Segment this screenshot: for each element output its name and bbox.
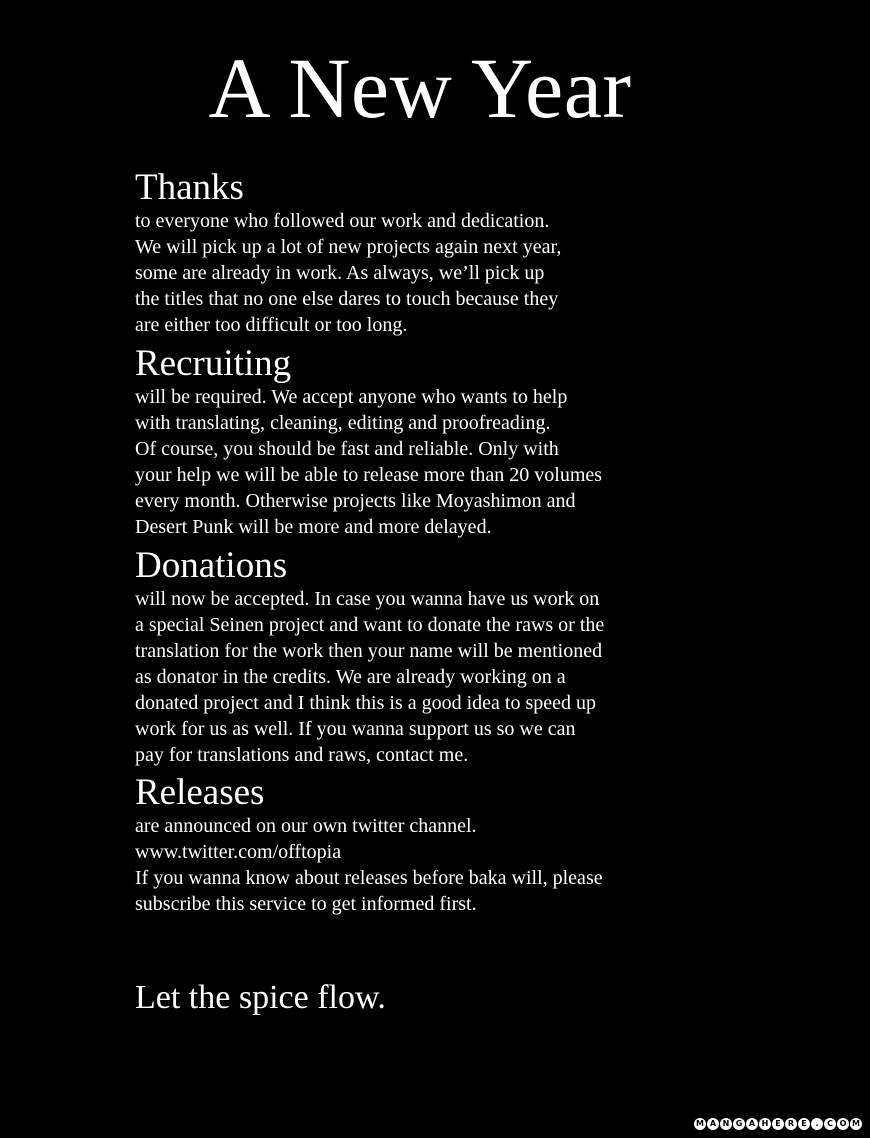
watermark-letter: N [720, 1118, 732, 1130]
watermark-letter: A [746, 1118, 758, 1130]
watermark-letter: M [694, 1118, 706, 1130]
section-donations [135, 546, 675, 768]
section-line: Of course, you should be fast and reliable. Only with [135, 438, 559, 460]
watermark-letter: A [707, 1118, 719, 1130]
section-line: donated project and I think this is a good idea to speed up [135, 692, 597, 714]
section-line: your help we will be able to release more than 20 volumes [135, 464, 603, 486]
watermark-letter: O [837, 1118, 849, 1130]
section-line: every month. Otherwise projects like Moyashimon and [135, 490, 576, 512]
section-line: will now be accepted. In case you wanna have us work on [135, 588, 600, 610]
section-line: We will pick up a lot of new projects again next year, [135, 236, 562, 258]
section-heading: Releases [135, 772, 265, 813]
section-line: are announced on our own twitter channel. [135, 815, 477, 837]
watermark-logo [694, 1118, 862, 1130]
section-line: to everyone who followed our work and dedication. [135, 210, 550, 232]
watermark-letter: R [785, 1118, 797, 1130]
section-heading: Donations [135, 545, 288, 586]
watermark-letter: E [772, 1118, 784, 1130]
watermark-letter: E [798, 1118, 810, 1130]
section-line: subscribe this service to get informed first. [135, 893, 477, 915]
watermark-letter: G [733, 1118, 745, 1130]
twitter-link: www.twitter.com/offtopia [135, 841, 342, 863]
section-line: If you wanna know about releases before baka will, please [135, 867, 603, 889]
section-line: translation for the work then your name will be mentioned [135, 640, 603, 662]
section-line: a special Seinen project and want to donate the raws or the [135, 614, 605, 636]
section-releases [135, 773, 675, 917]
section-line: pay for translations and raws, contact me. [135, 744, 469, 766]
watermark-letter: H [759, 1118, 771, 1130]
closing-line: Let the spice flow. [135, 979, 386, 1016]
section-line: will be required. We accept anyone who wants to help [135, 386, 568, 408]
watermark-letter: M [850, 1118, 862, 1130]
section-line: Desert Punk will be more and more delayed. [135, 516, 492, 538]
section-heading: Thanks [135, 167, 244, 208]
section-line: the titles that no one else dares to touch because they [135, 288, 559, 310]
section-line: some are already in work. As always, we’ll pick up [135, 262, 545, 284]
section-thanks [135, 168, 675, 338]
page-title: A New Year [208, 40, 632, 136]
section-line: work for us as well. If you wanna support us so we can [135, 718, 576, 740]
watermark-letter: . [811, 1118, 823, 1130]
watermark-letter: C [824, 1118, 836, 1130]
section-line: with translating, cleaning, editing and proofreading. [135, 412, 551, 434]
section-heading: Recruiting [135, 343, 292, 384]
section-line: are either too difficult or too long. [135, 314, 408, 336]
section-line: as donator in the credits. We are already working on a [135, 666, 566, 688]
section-recruiting [135, 344, 675, 540]
